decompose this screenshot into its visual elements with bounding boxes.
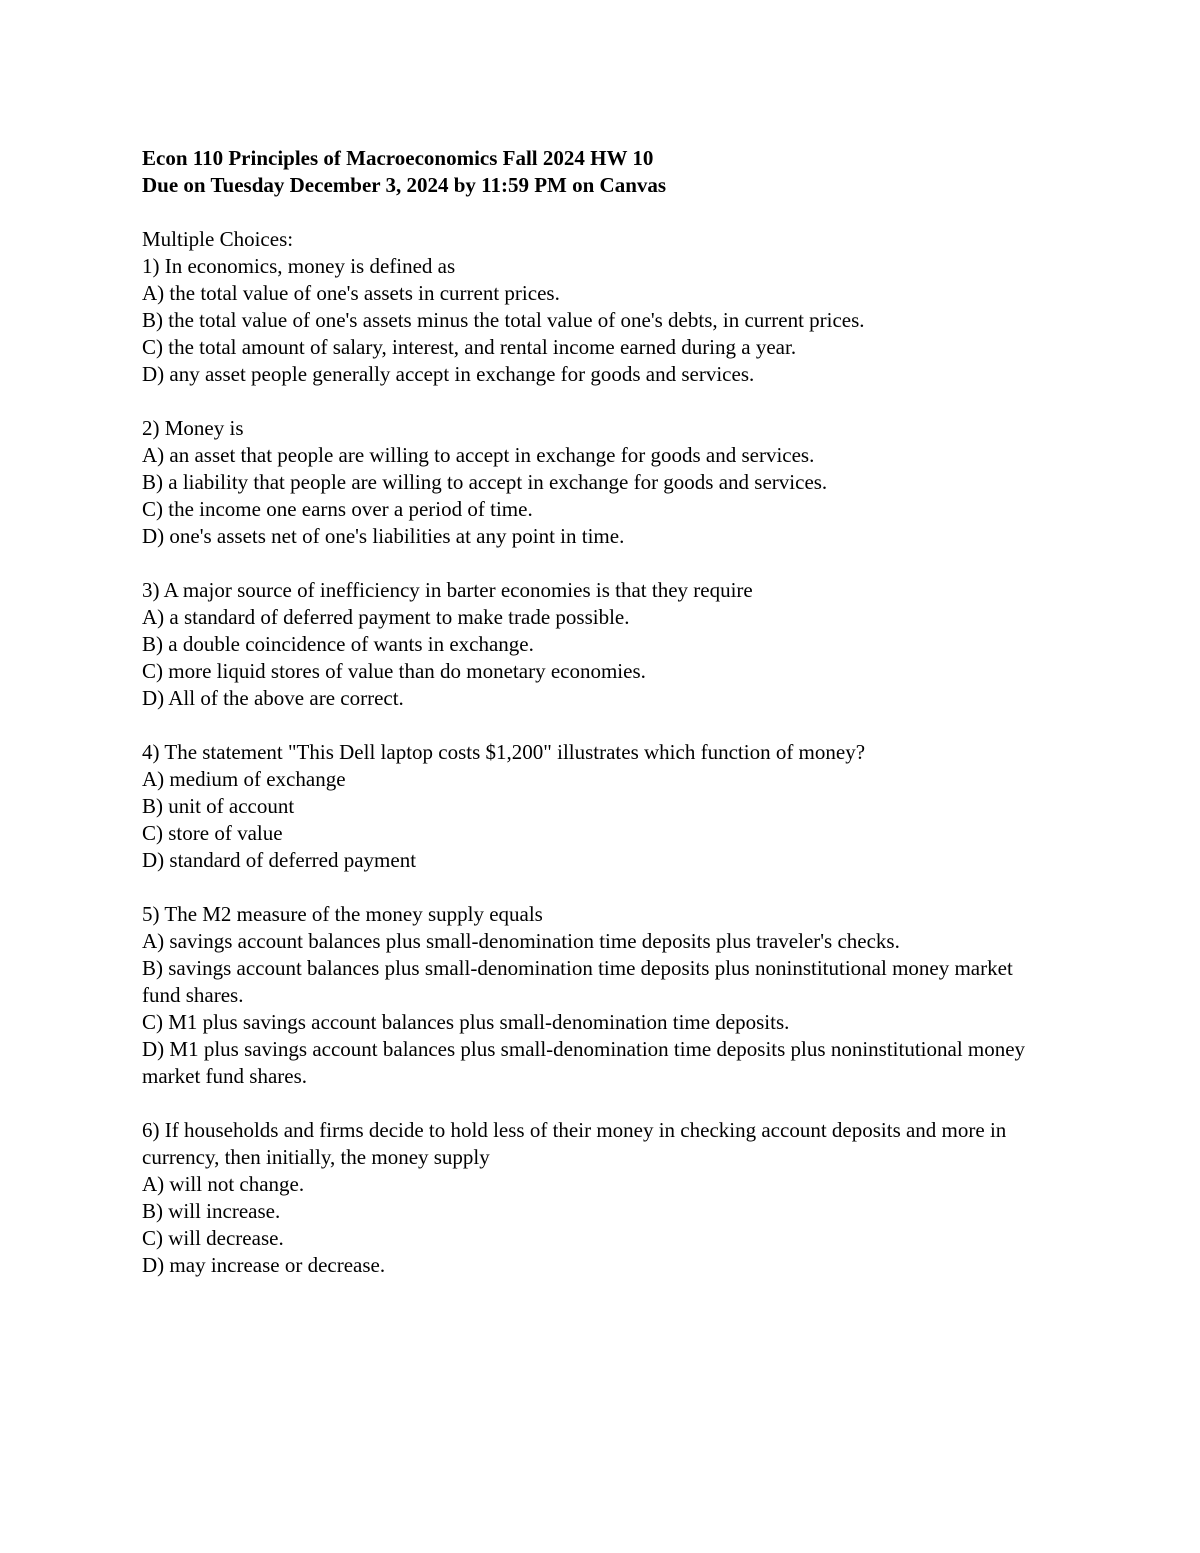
- option-d: D) M1 plus savings account balances plus small-denomination time deposits plus noninstitutional money market fund shares.: [142, 1037, 1031, 1088]
- question-stem: 5) The M2 measure of the money supply equals: [142, 902, 543, 926]
- question-stem: 1) In economics, money is defined as: [142, 254, 456, 278]
- question-3: [142, 577, 1142, 712]
- option-a: A) an asset that people are willing to accept in exchange for goods and services.: [142, 443, 815, 467]
- option-c: C) will decrease.: [142, 1226, 284, 1250]
- question-stem: 4) The statement "This Dell laptop costs $1,200" illustrates which function of money?: [142, 740, 866, 764]
- option-b: B) a liability that people are willing to accept in exchange for goods and services.: [142, 470, 828, 494]
- question-stem: 2) Money is: [142, 416, 244, 440]
- option-a: A) a standard of deferred payment to make trade possible.: [142, 605, 630, 629]
- option-b: B) savings account balances plus small-denomination time deposits plus noninstitutional money market fund shares.: [142, 956, 1019, 1007]
- option-a: A) savings account balances plus small-denomination time deposits plus traveler's checks.: [142, 929, 900, 953]
- option-a: A) will not change.: [142, 1172, 305, 1196]
- option-d: D) All of the above are correct.: [142, 686, 404, 710]
- question-stem: 3) A major source of inefficiency in barter economies is that they require: [142, 578, 753, 602]
- document-title: Econ 110 Principles of Macroeconomics Fall 2024 HW 10: [142, 146, 654, 170]
- option-c: C) store of value: [142, 821, 283, 845]
- option-c: C) more liquid stores of value than do monetary economies.: [142, 659, 646, 683]
- question-4: [142, 739, 1142, 874]
- due-date-line: Due on Tuesday December 3, 2024 by 11:59 PM on Canvas: [142, 173, 667, 197]
- option-a: A) medium of exchange: [142, 767, 346, 791]
- option-d: D) one's assets net of one's liabilities at any point in time.: [142, 524, 625, 548]
- option-d: D) standard of deferred payment: [142, 848, 417, 872]
- option-a: A) the total value of one's assets in current prices.: [142, 281, 560, 305]
- option-b: B) unit of account: [142, 794, 295, 818]
- question-5: [142, 901, 1142, 1090]
- option-c: C) the total amount of salary, interest, and rental income earned during a year.: [142, 335, 797, 359]
- question-stem: 6) If households and firms decide to hold less of their money in checking account deposits and more in currency, then initially, the money supply: [142, 1118, 1012, 1169]
- section-heading: Multiple Choices:: [142, 227, 294, 251]
- option-c: C) M1 plus savings account balances plus small-denomination time deposits.: [142, 1010, 790, 1034]
- option-b: B) the total value of one's assets minus the total value of one's debts, in current prices.: [142, 308, 865, 332]
- option-c: C) the income one earns over a period of time.: [142, 497, 533, 521]
- option-b: B) a double coincidence of wants in exchange.: [142, 632, 534, 656]
- option-b: B) will increase.: [142, 1199, 281, 1223]
- question-1: [142, 253, 1142, 388]
- question-6: [142, 1117, 1142, 1279]
- question-2: [142, 415, 1142, 550]
- option-d: D) any asset people generally accept in exchange for goods and services.: [142, 362, 755, 386]
- option-d: D) may increase or decrease.: [142, 1253, 386, 1277]
- document-page: [142, 145, 1142, 1306]
